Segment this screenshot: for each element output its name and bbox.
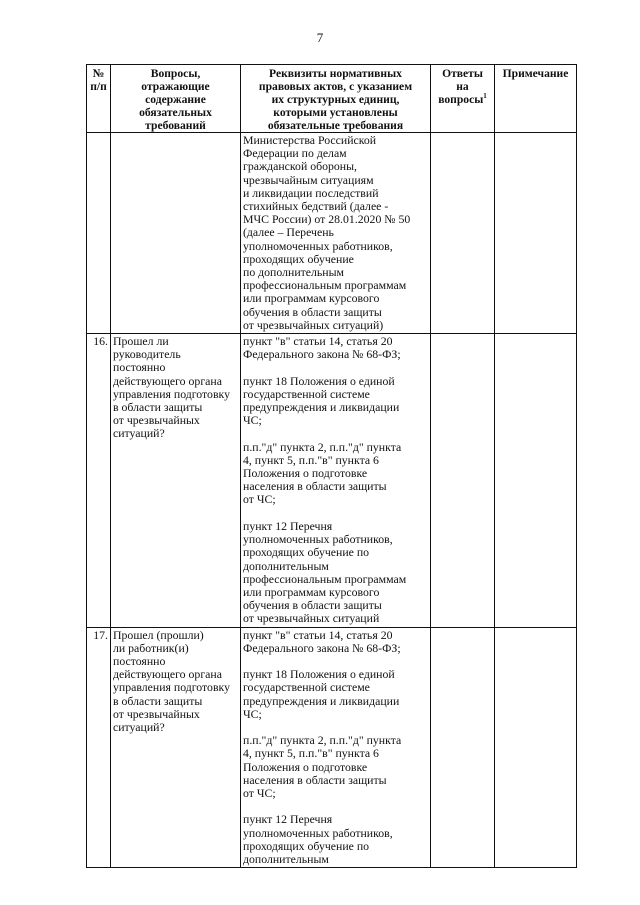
row-requisites: пункт "в" статьи 14, статья 20 Федерального закона № 68-ФЗ; пункт 18 Положения о единой государственной системе предупреждения и ликвидации ЧС; п.п."д" пункта 2, п.п."д" пункта 4, пункт 5, п.п."в" пункта 6 Положения о подготовке населения в области защиты от ЧС; пункт 12 Перечня уполномоченных работников, проходящих обучение по дополнительным xyxy=(241,627,431,868)
row-question: Прошел ли руководитель постоянно действующего органа управления подготовку в области защиты от чрезвычайных ситуаций? xyxy=(111,334,241,627)
table-row xyxy=(87,627,577,868)
table-header-row xyxy=(87,65,577,133)
row-note xyxy=(495,627,577,868)
row-note xyxy=(495,334,577,627)
table-row xyxy=(87,133,577,334)
header-number: № п/п xyxy=(87,65,111,133)
row-number: 17. xyxy=(87,627,111,868)
page-number: 7 xyxy=(316,30,324,45)
row-requisites: пункт "в" статьи 14, статья 20 Федерального закона № 68-ФЗ; пункт 18 Положения о единой государственной системе предупреждения и ликвидации ЧС; п.п."д" пункта 2, п.п."д" пункта 4, пункт 5, п.п."в" пункта 6 Положения о подготовке населения в области защиты от ЧС; пункт 12 Перечня уполномоченных работников, проходящих обучение по дополнительным профессиональным программам или программам курсового обучения в области защиты от чрезвычайных ситуаций xyxy=(241,334,431,627)
row-note xyxy=(495,133,577,334)
header-answers: Ответы на вопросы$^1$ xyxy=(431,65,495,133)
row-number xyxy=(87,133,111,334)
row-answer xyxy=(431,627,495,868)
table-row xyxy=(87,334,577,627)
header-requisites: Реквизиты нормативных правовых актов, с указанием их структурных единиц, которыми установлены обязательные требования xyxy=(241,65,431,133)
row-question: Прошел (прошли) ли работник(и) постоянно действующего органа управления подготовку в области защиты от чрезвычайных ситуаций? xyxy=(111,627,241,868)
requirements-table xyxy=(86,64,577,868)
header-note: Примечание xyxy=(495,65,577,133)
row-answer xyxy=(431,334,495,627)
footnote-mark: 1 xyxy=(483,92,487,101)
row-answer xyxy=(431,133,495,334)
row-question xyxy=(111,133,241,334)
header-questions: Вопросы, отражающие содержание обязательных требований xyxy=(111,65,241,133)
row-number: 16. xyxy=(87,334,111,627)
row-requisites: Министерства Российской Федерации по делам гражданской обороны, чрезвычайным ситуациям и ликвидации последствий стихийных бедствий (далее - МЧС России) от 28.01.2020 № 50 (далее – Перечень уполномоченных работников, проходящих обучение по дополнительным профессиональным программам или программам курсового обучения в области защиты от чрезвычайных ситуаций) xyxy=(241,133,431,334)
